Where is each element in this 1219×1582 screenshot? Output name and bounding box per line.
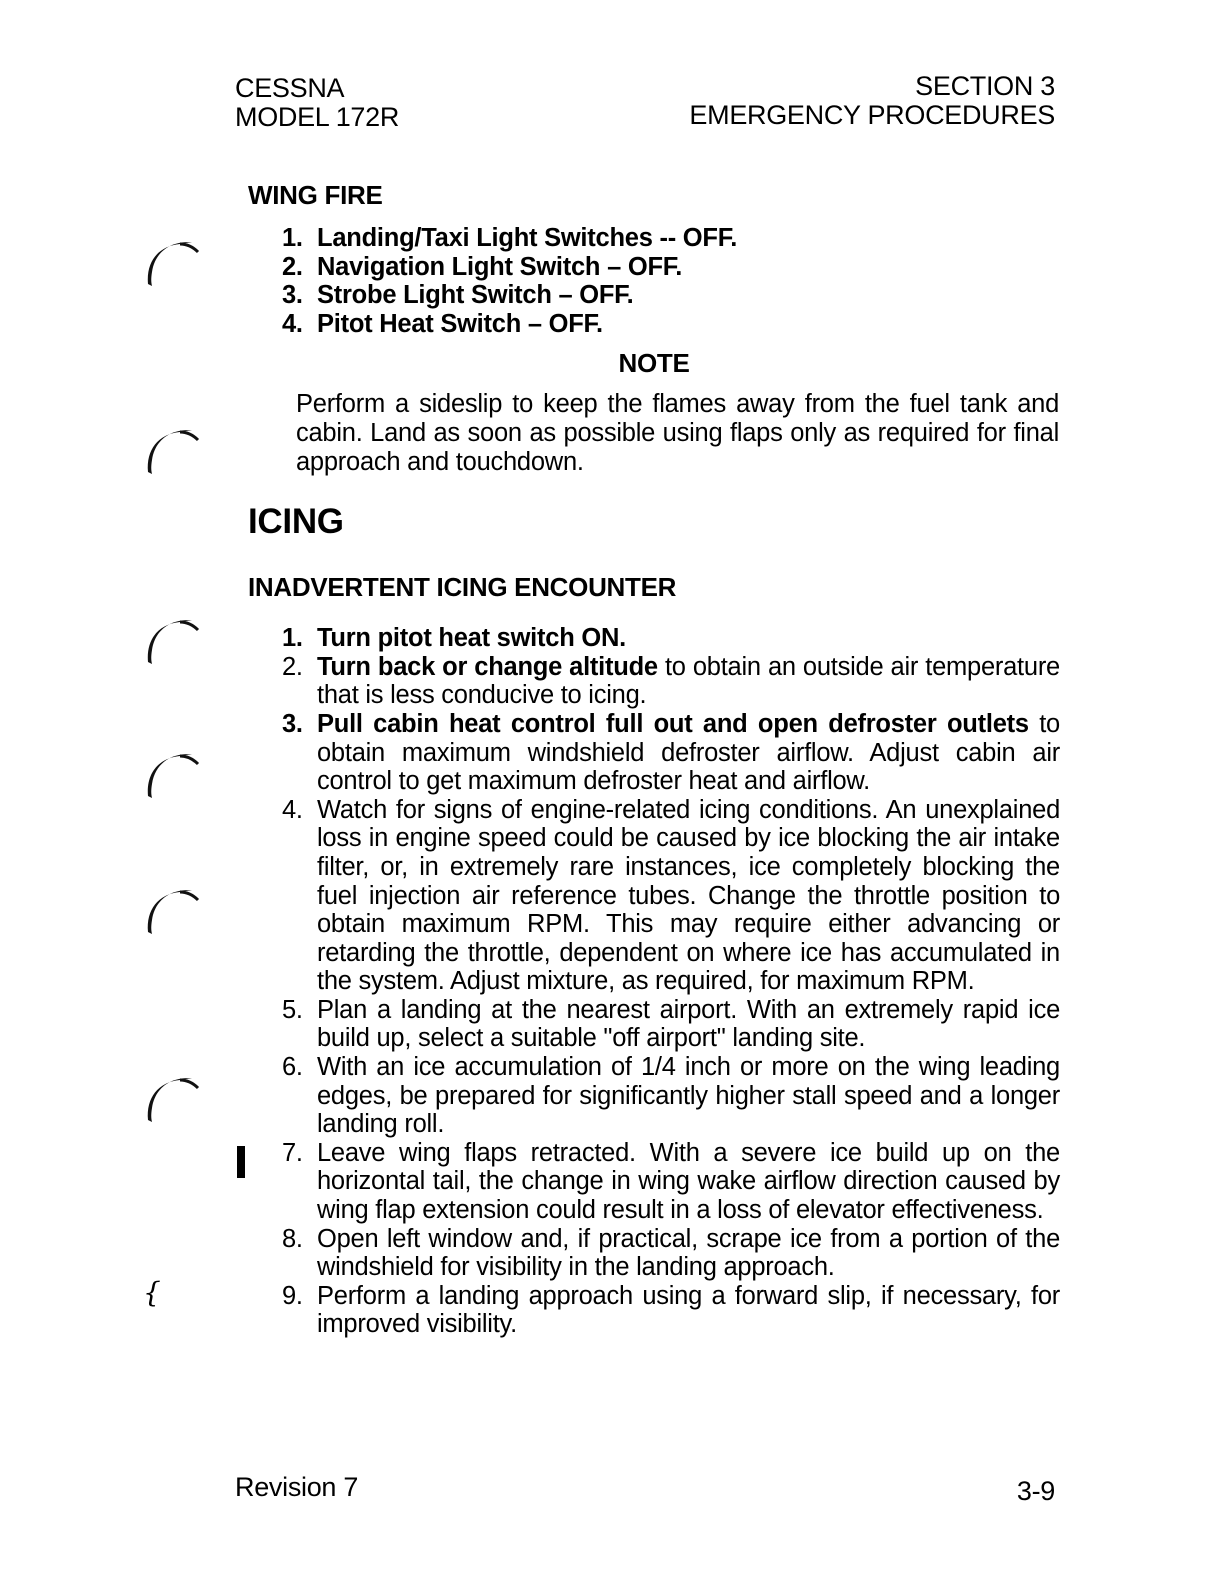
step-text: With an ice accumulation of 1/4 inch or more on the wing leading edges, be prepared for significantly higher stall speed and a longer landing roll. [317,1053,1060,1139]
section-number: SECTION 3 [915,71,1055,101]
step-number: 2. [282,652,303,681]
step-number: 1. [282,224,303,252]
step-number: 6. [282,1053,303,1082]
list-item [248,281,1060,310]
icing-heading: ICING [248,502,344,542]
list-item [248,624,1060,653]
list-item [248,796,1060,996]
revision-change-bar [237,1146,245,1178]
manufacturer-name: CESSNA [235,73,345,103]
list-item [248,224,1060,253]
step-text: Perform a landing approach using a forward slip, if necessary, for improved visibility. [317,1281,1060,1339]
step-text: Open left window and, if practical, scrape ice from a portion of the windshield for visibility in the landing approach. [317,1224,1060,1282]
step-number: 7. [282,1138,303,1167]
step-text: Watch for signs of engine-related icing conditions. An unexplained loss in engine speed could be caused by ice blocking the air intake filter, or, in extremely rare instances, ice completely blocking the fuel injection air reference tubes. Change the throttle position to obtain maximum RPM. This may require either advancing or retarding the throttle, dependent on where ice has accumulated in the system. Adjust mixture, as required, for maximum RPM. [317,795,1060,996]
list-item [248,996,1060,1053]
list-item [248,253,1060,282]
step-action: Turn back or change altitude [317,652,658,681]
note-text: Perform a sideslip to keep the flames away from the fuel tank and cabin. Land as soon as possible using flaps only as required for final approach and touchdown. [296,390,1059,476]
step-text: Plan a landing at the nearest airport. With an extremely rapid ice build up, select a suitable "off airport" landing site. [317,995,1060,1053]
model-name: MODEL 172R [235,102,400,132]
note-heading: NOTE [618,348,690,379]
list-item [248,1282,1060,1339]
header-left [235,74,399,132]
header-right [689,72,1055,130]
icing-steps [248,624,1060,1339]
binder-hole-mark [140,1068,202,1130]
step-text: to obtain maximum windshield defroster airflow. Adjust cabin air control to get maximum defroster heat and airflow. [317,709,1060,796]
step-number: 4. [282,309,303,338]
step-text: Navigation Light Switch – OFF. [317,252,683,281]
list-item [248,310,1060,339]
step-number: 3. [282,281,303,310]
list-item [248,653,1060,710]
step-text: Strobe Light Switch – OFF. [317,281,634,310]
step-action: Turn pitot heat switch ON. [317,624,626,653]
list-item [248,1139,1060,1225]
list-item [248,1053,1060,1139]
wing-fire-steps [248,224,1060,338]
step-text: to obtain an outside air temperature that is less conducive to icing. [317,652,1060,710]
binder-hole-mark [140,420,202,482]
step-number: 9. [282,1281,303,1310]
revision-label: Revision 7 [235,1472,359,1502]
page-content [248,180,1060,1339]
binder-hole-mark [140,744,202,806]
step-text: Pitot Heat Switch – OFF. [317,309,603,338]
binder-hole-mark [140,232,202,294]
step-text: Leave wing flaps retracted. With a severe ice build up on the horizontal tail, the change in wing wake airflow direction caused by wing flap extension could result in a loss of elevator effectiveness. [317,1138,1060,1225]
step-number: 5. [282,995,303,1024]
wing-fire-heading: WING FIRE [248,180,383,210]
list-item [248,710,1060,796]
icing-encounter-heading: INADVERTENT ICING ENCOUNTER [248,572,677,603]
binder-hole-mark [140,880,202,942]
margin-brace-mark: { [143,1276,161,1309]
binder-hole-mark [140,610,202,672]
step-number: 8. [282,1224,303,1253]
step-text: Landing/Taxi Light Switches -- OFF. [317,224,738,252]
section-title: EMERGENCY PROCEDURES [689,100,1055,130]
step-number: 4. [282,795,303,824]
list-item [248,1225,1060,1282]
step-number: 3. [282,709,303,738]
step-number: 2. [282,252,303,281]
page-number: 3-9 [1016,1476,1055,1506]
step-number: 1. [282,624,303,653]
step-action: Pull cabin heat control full out and open defroster outlets [317,709,1029,738]
